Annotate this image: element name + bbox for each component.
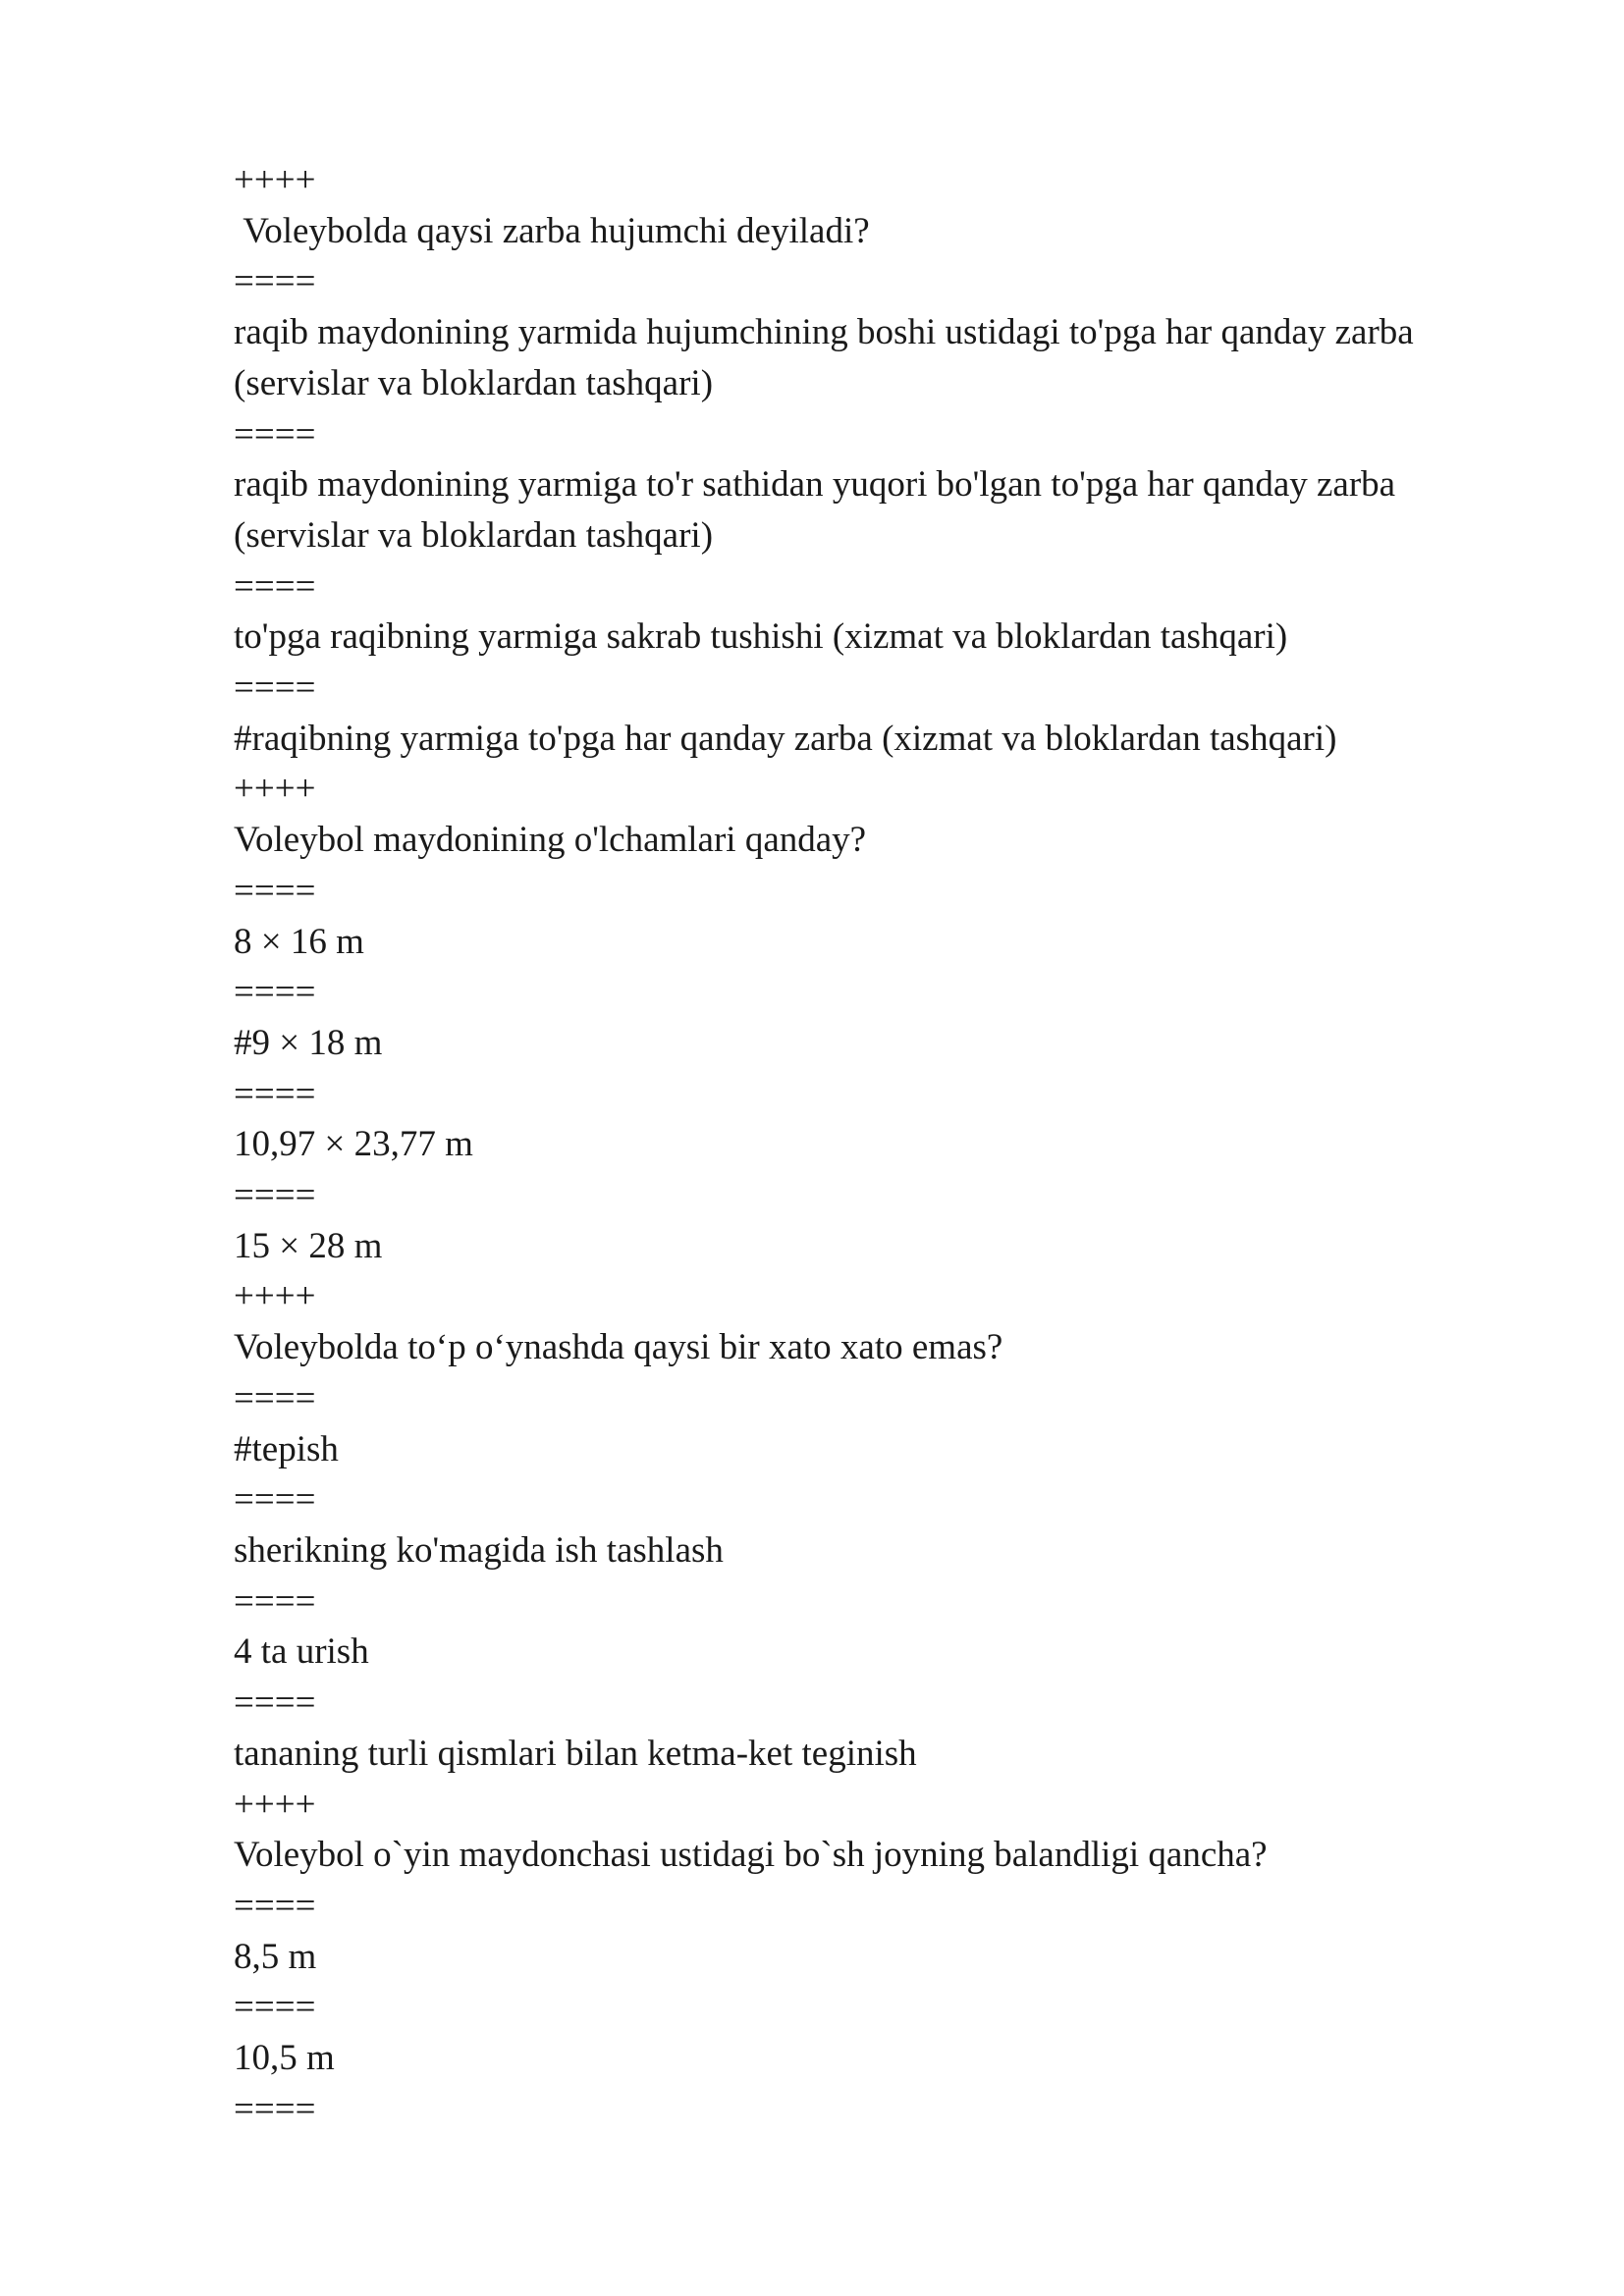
question-text: Voleybol o`yin maydonchasi ustidagi bo`sh joyning balandligi qancha? bbox=[234, 1835, 1268, 1876]
answer-separator: ==== bbox=[234, 972, 316, 1013]
answer-option-correct: #raqibning yarmiga to'pga har qanday zarba (xizmat va bloklardan tashqari) bbox=[234, 718, 1337, 759]
answer-option: raqib maydonining yarmiga to'r sathidan yuqori bo'lgan to'pga har qanday zarba (servislar va bloklardan tashqari) bbox=[234, 464, 1405, 556]
question-text: Voleybolda to‘p o‘ynashda qaysi bir xato xato emas? bbox=[234, 1327, 1003, 1368]
question-separator: ++++ bbox=[234, 769, 316, 810]
document-body bbox=[234, 155, 1510, 2134]
question-separator: ++++ bbox=[234, 1784, 316, 1825]
answer-separator: ==== bbox=[234, 667, 316, 709]
answer-option: 8,5 m bbox=[234, 1936, 317, 1977]
answer-option: 8 × 16 m bbox=[234, 921, 364, 962]
answer-separator: ==== bbox=[234, 413, 316, 454]
question-separator: ++++ bbox=[234, 1276, 316, 1317]
answer-separator: ==== bbox=[234, 1682, 316, 1724]
answer-separator: ==== bbox=[234, 1987, 316, 2028]
answer-option: sherikning ko'magida ish tashlash bbox=[234, 1529, 724, 1571]
answer-option: tananing turli qismlari bilan ketma-ket teginish bbox=[234, 1733, 917, 1774]
answer-option: 4 ta urish bbox=[234, 1631, 369, 1673]
answer-separator: ==== bbox=[234, 1377, 316, 1418]
answer-option-correct: #tepish bbox=[234, 1428, 339, 1469]
answer-option-correct: #9 × 18 m bbox=[234, 1022, 383, 1063]
answer-option: 10,97 × 23,77 m bbox=[234, 1124, 473, 1165]
question-separator: ++++ bbox=[234, 160, 316, 200]
answer-option: to'pga raqibning yarmiga sakrab tushishi (xizmat va bloklardan tashqari) bbox=[234, 616, 1288, 658]
question-text: Voleybol maydonining o'lchamlari qanday? bbox=[234, 820, 867, 861]
answer-separator: ==== bbox=[234, 261, 316, 302]
question-text: Voleybolda qaysi zarba hujumchi deyiladi? bbox=[234, 210, 870, 251]
answer-separator: ==== bbox=[234, 1479, 316, 1521]
answer-separator: ==== bbox=[234, 870, 316, 911]
answer-option: raqib maydonining yarmida hujumchining boshi ustidagi to'pga har qanday zarba (servislar va bloklardan tashqari) bbox=[234, 312, 1423, 403]
answer-separator: ==== bbox=[234, 1175, 316, 1216]
answer-separator: ==== bbox=[234, 1885, 316, 1926]
answer-option: 10,5 m bbox=[234, 2038, 335, 2079]
answer-option: 15 × 28 m bbox=[234, 1225, 383, 1266]
answer-separator: ==== bbox=[234, 1580, 316, 1622]
answer-separator: ==== bbox=[234, 1073, 316, 1114]
answer-separator: ==== bbox=[234, 565, 316, 607]
answer-separator: ==== bbox=[234, 2088, 316, 2129]
